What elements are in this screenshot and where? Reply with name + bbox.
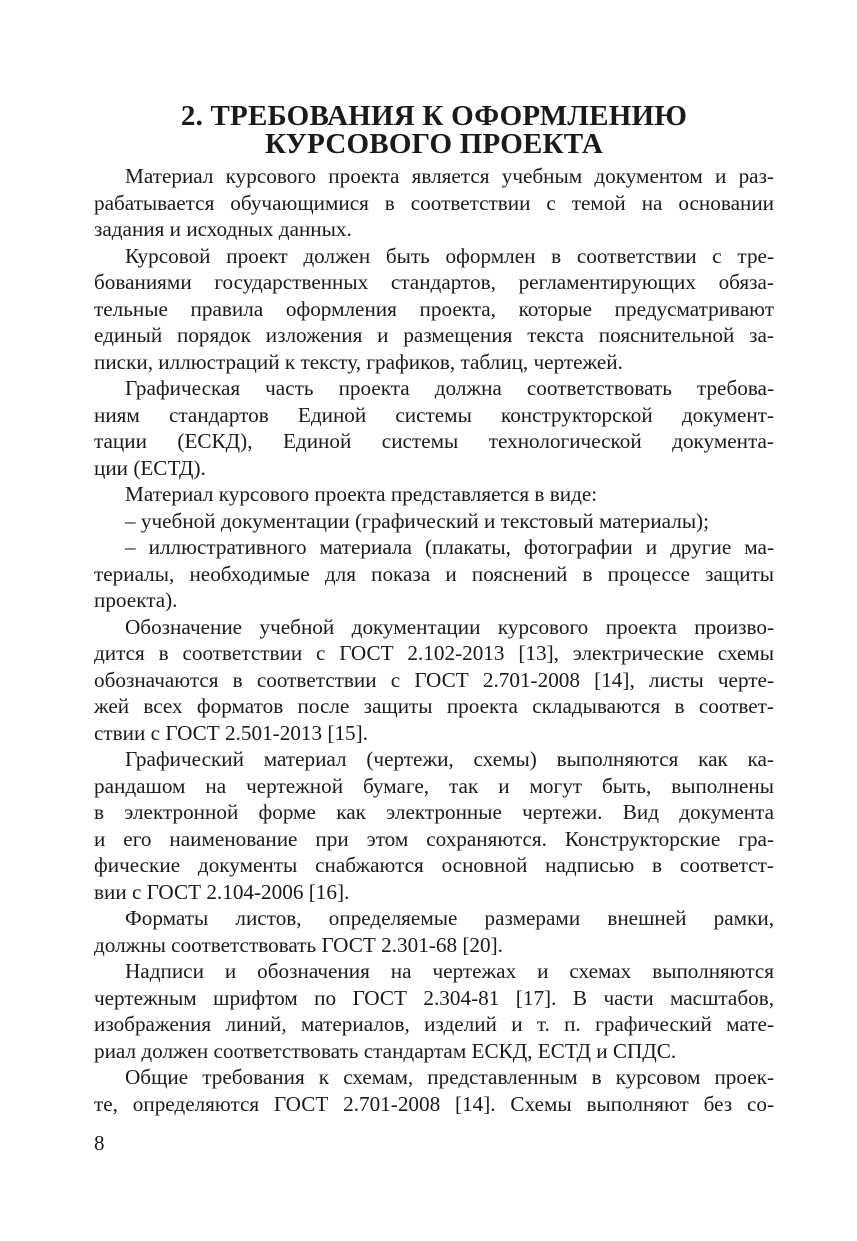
text-line: те, определяются ГОСТ 2.701-2008 [14]. Схемы выполняют без со- <box>94 1091 774 1116</box>
paragraph <box>94 375 774 481</box>
text-line: чертежным шрифтом по ГОСТ 2.304-81 [17]. В части масштабов, <box>94 985 774 1010</box>
text-line: – иллюстративного материала (плакаты, фотографии и другие ма- <box>125 535 774 559</box>
text-line: бованиями государственных стандартов, регламентирующих обяза- <box>94 270 774 294</box>
text-line: тельные правила оформления проекта, которые предусматривают <box>94 296 774 321</box>
text-line: ции (ЕСТД). <box>94 455 206 480</box>
body-text <box>94 163 774 1117</box>
paragraph <box>94 534 774 614</box>
paragraph <box>94 905 774 958</box>
text-line: Общие требования к схемам, представленным в курсовом проек- <box>125 1065 774 1089</box>
text-line: должны соответствовать ГОСТ 2.301-68 [20]. <box>94 932 503 957</box>
text-line: единый порядок изложения и размещения текста пояснительной за- <box>94 323 774 347</box>
paragraph <box>94 508 774 535</box>
text-line: Надписи и обозначения на чертежах и схемах выполняются <box>125 959 774 983</box>
text-line: рабатывается обучающимися в соответствии с темой на основании <box>94 190 774 215</box>
paragraph <box>94 481 774 508</box>
text-line: изображения линий, материалов, изделий и т. п. графический мате- <box>94 1012 774 1036</box>
section-title-line-1: 2. ТРЕБОВАНИЯ К ОФОРМЛЕНИЮ <box>180 100 688 132</box>
text-line: – учебной документации (графический и текстовый материалы); <box>125 508 710 533</box>
paragraph <box>94 243 774 376</box>
paragraph <box>94 163 774 243</box>
paragraph <box>94 1064 774 1117</box>
text-line: задания и исходных данных. <box>94 217 352 241</box>
text-line: писки, иллюстраций к тексту, графиков, таблиц, чертежей. <box>94 349 623 374</box>
paragraph <box>94 746 774 905</box>
text-line: Курсовой проект должен быть оформлен в соответствии с тре- <box>125 243 774 268</box>
text-line: Обозначение учебной документации курсового проекта произво- <box>125 614 774 639</box>
text-line: Форматы листов, определяемые размерами внешней рамки, <box>125 906 774 930</box>
text-line: дится в соответствии с ГОСТ 2.102-2013 [13], электрические схемы <box>94 641 774 665</box>
page-number: 8 <box>94 1131 105 1155</box>
text-line: рандашом на чертежной бумаге, так и могут быть, выполнены <box>94 773 774 798</box>
section-title <box>94 102 774 158</box>
paragraph <box>94 614 774 747</box>
section-title-line-2: КУРСОВОГО ПРОЕКТА <box>264 128 603 160</box>
text-line: жей всех форматов после защиты проекта складываются в соответ- <box>94 694 774 718</box>
text-line: проекта). <box>94 588 178 612</box>
text-line: и его наименование при этом сохраняются. Конструкторские гра- <box>94 826 774 851</box>
paragraph <box>94 958 774 1064</box>
text-line: ниям стандартов Единой системы конструкторской документ- <box>94 402 774 427</box>
text-line: в электронной форме как электронные чертежи. Вид документа <box>94 800 774 824</box>
text-line: ствии с ГОСТ 2.501-2013 [15]. <box>94 720 368 745</box>
text-line: Материал курсового проекта представляется в виде: <box>125 482 598 506</box>
text-line: тации (ЕСКД), Единой системы технологической документа- <box>94 429 774 453</box>
text-line: риал должен соответствовать стандартам ЕСКД, ЕСТД и СПДС. <box>94 1038 677 1063</box>
text-line: вии с ГОСТ 2.104-2006 [16]. <box>94 879 350 904</box>
text-line: териалы, необходимые для показа и пояснений в процессе защиты <box>94 561 774 586</box>
text-line: Графический материал (чертежи, схемы) выполняются как ка- <box>125 747 774 771</box>
text-line: Графическая часть проекта должна соответствовать требова- <box>125 376 774 400</box>
text-line: фические документы снабжаются основной надписью в соответст- <box>94 853 774 877</box>
text-line: обозначаются в соответствии с ГОСТ 2.701-2008 [14], листы черте- <box>94 667 774 692</box>
text-line: Материал курсового проекта является учебным документом и раз- <box>125 164 774 188</box>
